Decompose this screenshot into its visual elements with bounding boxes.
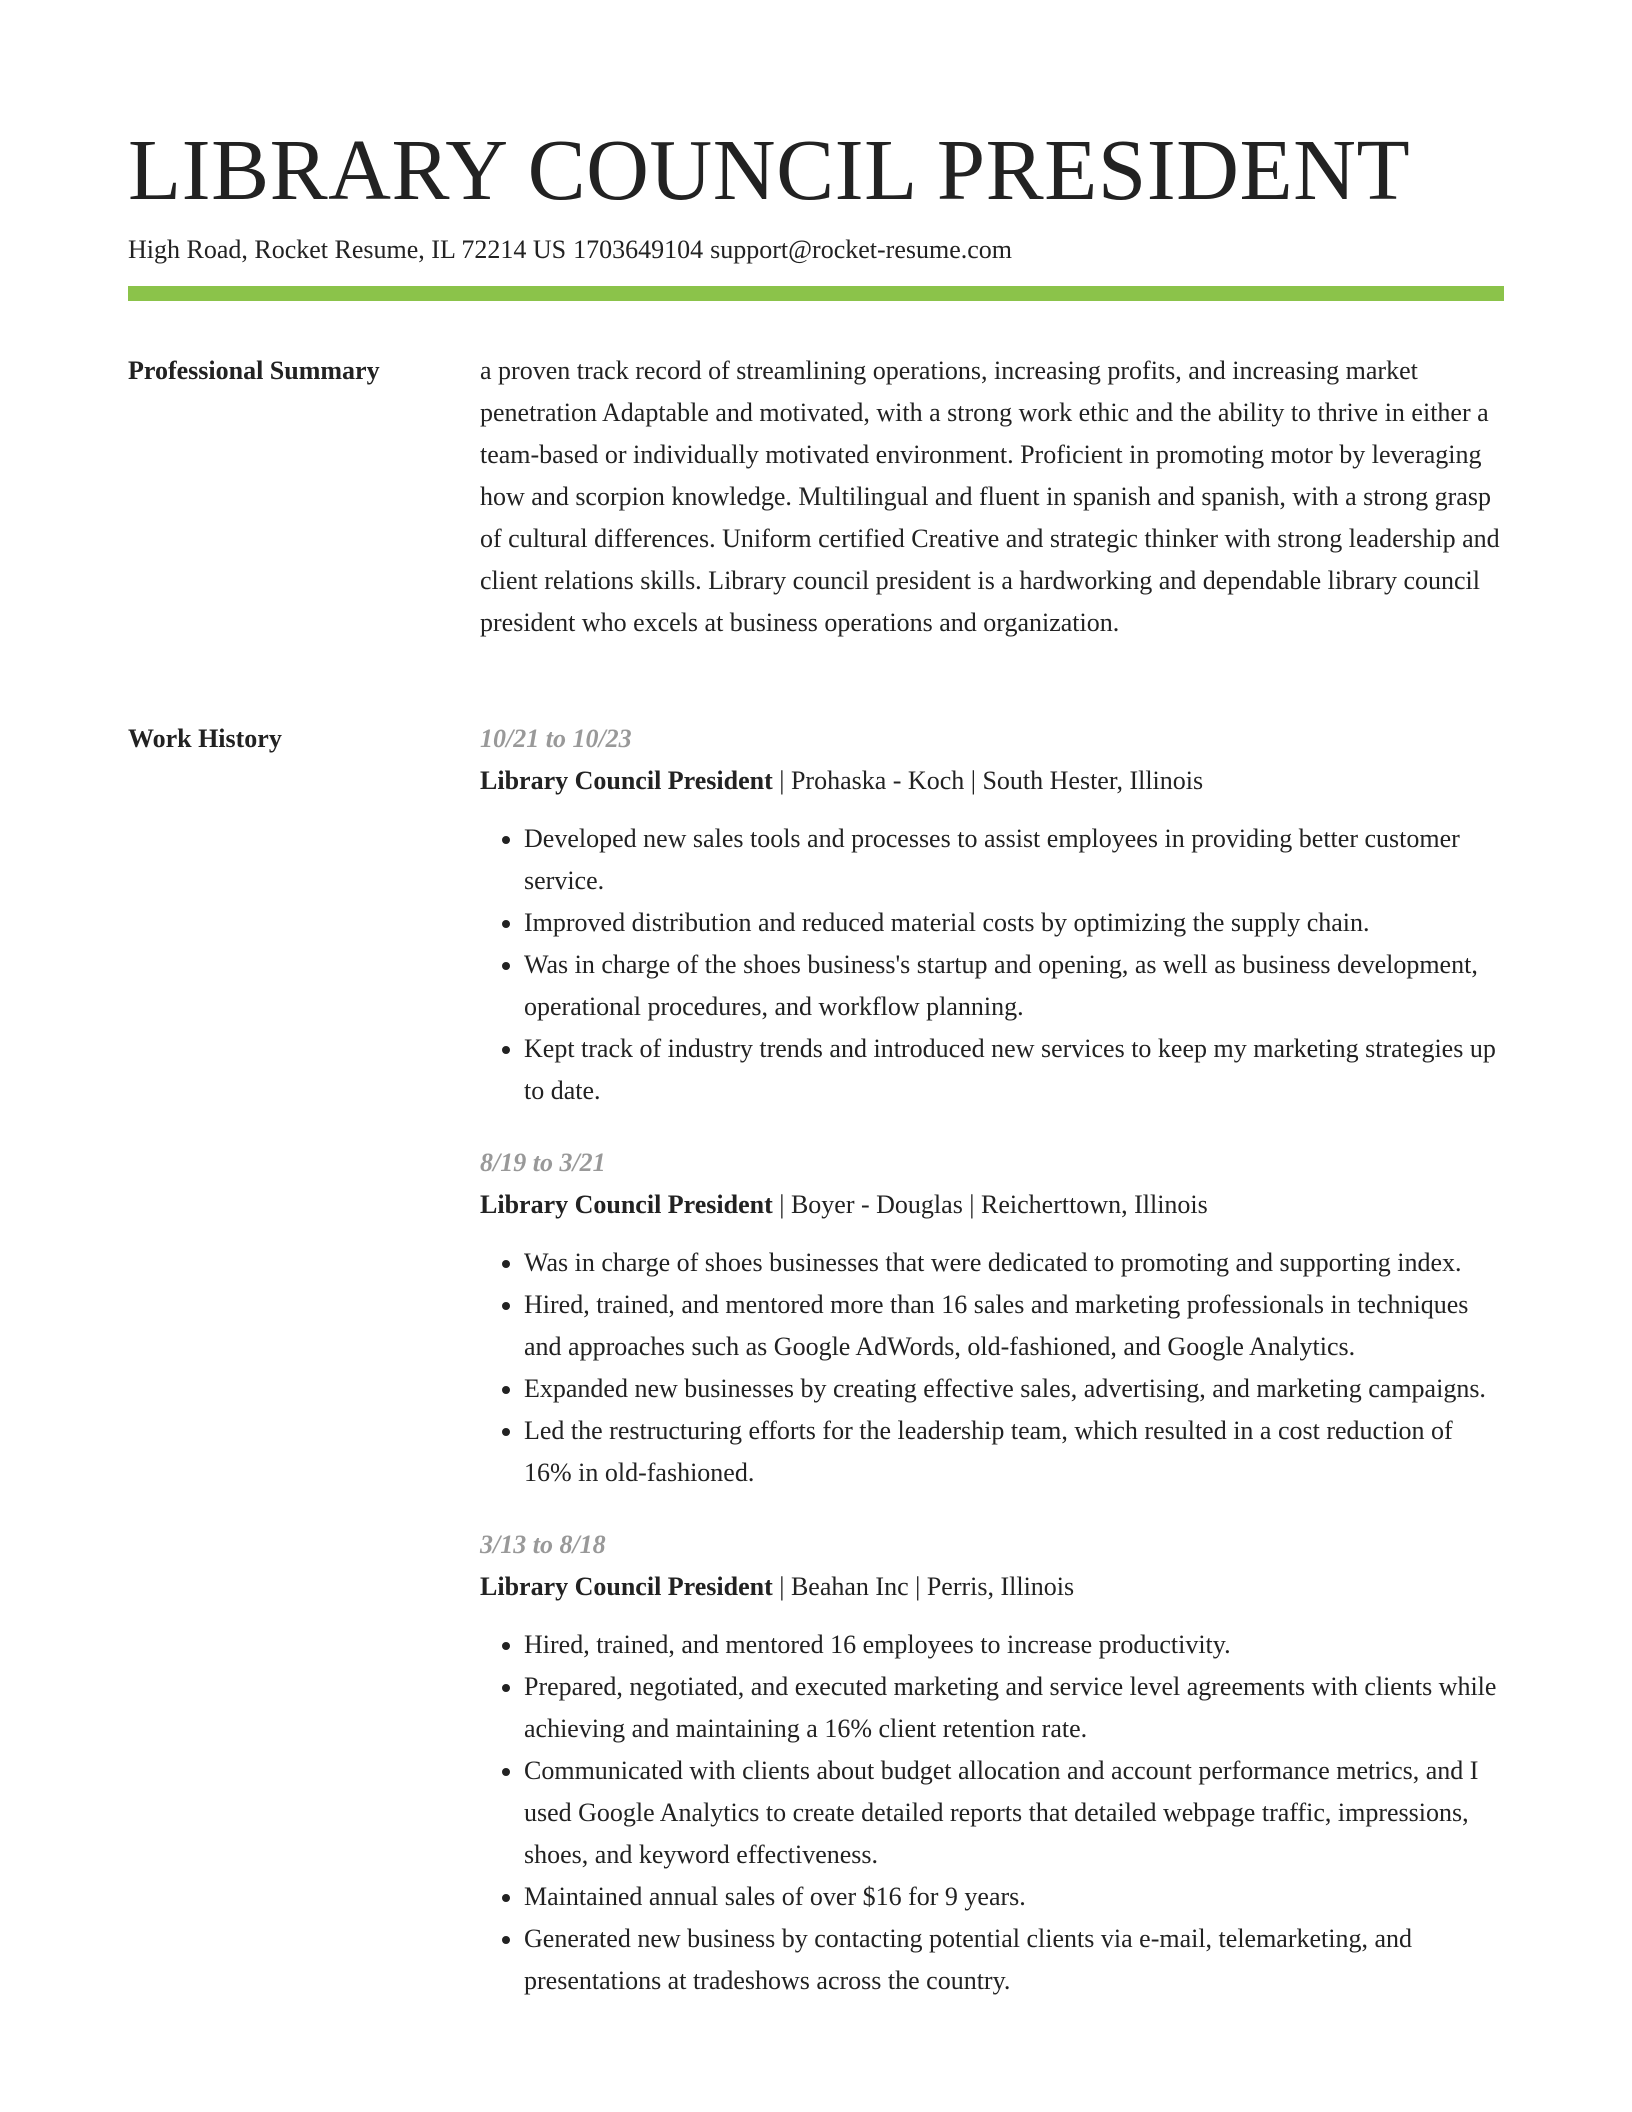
job-company-location: | Beahan Inc | Perris, Illinois — [772, 1572, 1075, 1601]
contact-address: High Road, Rocket Resume, IL 72214 US — [128, 235, 567, 264]
contact-email: support@rocket-resume.com — [710, 235, 1013, 264]
resume-title: LIBRARY COUNCIL PRESIDENT — [128, 121, 1411, 218]
job-dates: 10/21 to 10/23 — [480, 724, 632, 753]
summary-body — [480, 350, 1504, 644]
job-entry — [480, 718, 1504, 1112]
work-body — [480, 718, 1504, 2032]
section-heading-work: Work History — [128, 724, 282, 753]
accent-divider — [128, 286, 1504, 301]
job-bullet: • Expanded new businesses by creating effective sales, advertising, and marketing campaigns. — [524, 1368, 1504, 1410]
job-bullet: • Improved distribution and reduced material costs by optimizing the supply chain. — [524, 902, 1504, 944]
job-bullet: • Was in charge of the shoes business's startup and opening, as well as business development, operational procedures, and workflow planning. — [524, 944, 1504, 1028]
section-heading-summary: Professional Summary — [128, 356, 380, 385]
contact-line — [128, 232, 1012, 268]
job-bullet: • Hired, trained, and mentored more than 16 sales and marketing professionals in techniques and approaches such as Google AdWords, old-fashioned, and Google Analytics. — [524, 1284, 1504, 1368]
job-heading-line — [480, 1566, 1504, 1608]
job-bullet: • Maintained annual sales of over $16 for 9 years. — [524, 1876, 1504, 1918]
job-bullet-list — [480, 818, 1504, 1112]
job-dates: 8/19 to 3/21 — [480, 1148, 606, 1177]
job-bullet: • Developed new sales tools and processes to assist employees in providing better customer service. — [524, 818, 1504, 902]
job-bullet: • Led the restructuring efforts for the leadership team, which resulted in a cost reduction of 16% in old-fashioned. — [524, 1410, 1504, 1494]
summary-text: a proven track record of streamlining operations, increasing profits, and increasing market penetration Adaptable and motivated, with a strong work ethic and the ability to thrive in either a team-based or individually motivated environment. Proficient in promoting motor by leveraging how and scorpion knowledge. Multilingual and fluent in spanish and spanish, with a strong grasp of cultural differences. Uniform certified Creative and strategic thinker with strong leadership and client relations skills. Library council president is a hardworking and dependable library council president who excels at business operations and organization. — [480, 356, 1500, 637]
job-entry — [480, 1142, 1504, 1494]
job-bullet: • Prepared, negotiated, and executed marketing and service level agreements with clients while achieving and maintaining a 16% client retention rate. — [524, 1666, 1504, 1750]
job-bullet: • Communicated with clients about budget allocation and account performance metrics, and I used Google Analytics to create detailed reports that detailed webpage traffic, impressions, shoes, and keyword effectiveness. — [524, 1750, 1504, 1876]
job-bullet-list — [480, 1624, 1504, 2002]
job-bullet: • Was in charge of shoes businesses that were dedicated to promoting and supporting index. — [524, 1242, 1504, 1284]
job-heading-line — [480, 1184, 1504, 1226]
job-bullet: • Kept track of industry trends and introduced new services to keep my marketing strategies up to date. — [524, 1028, 1504, 1112]
job-title: Library Council President — [480, 1572, 773, 1601]
job-bullet-list — [480, 1242, 1504, 1494]
job-heading-line — [480, 760, 1504, 802]
job-bullet: • Hired, trained, and mentored 16 employees to increase productivity. — [524, 1624, 1504, 1666]
job-title: Library Council President — [480, 1190, 773, 1219]
job-bullet: • Generated new business by contacting potential clients via e-mail, telemarketing, and presentations at tradeshows across the country. — [524, 1918, 1504, 2002]
job-entry — [480, 1524, 1504, 2002]
job-title: Library Council President — [480, 766, 773, 795]
job-company-location: | Boyer - Douglas | Reicherttown, Illinois — [772, 1190, 1208, 1219]
contact-phone: 1703649104 — [573, 235, 704, 264]
job-dates: 3/13 to 8/18 — [480, 1530, 606, 1559]
job-company-location: | Prohaska - Koch | South Hester, Illinois — [772, 766, 1204, 795]
